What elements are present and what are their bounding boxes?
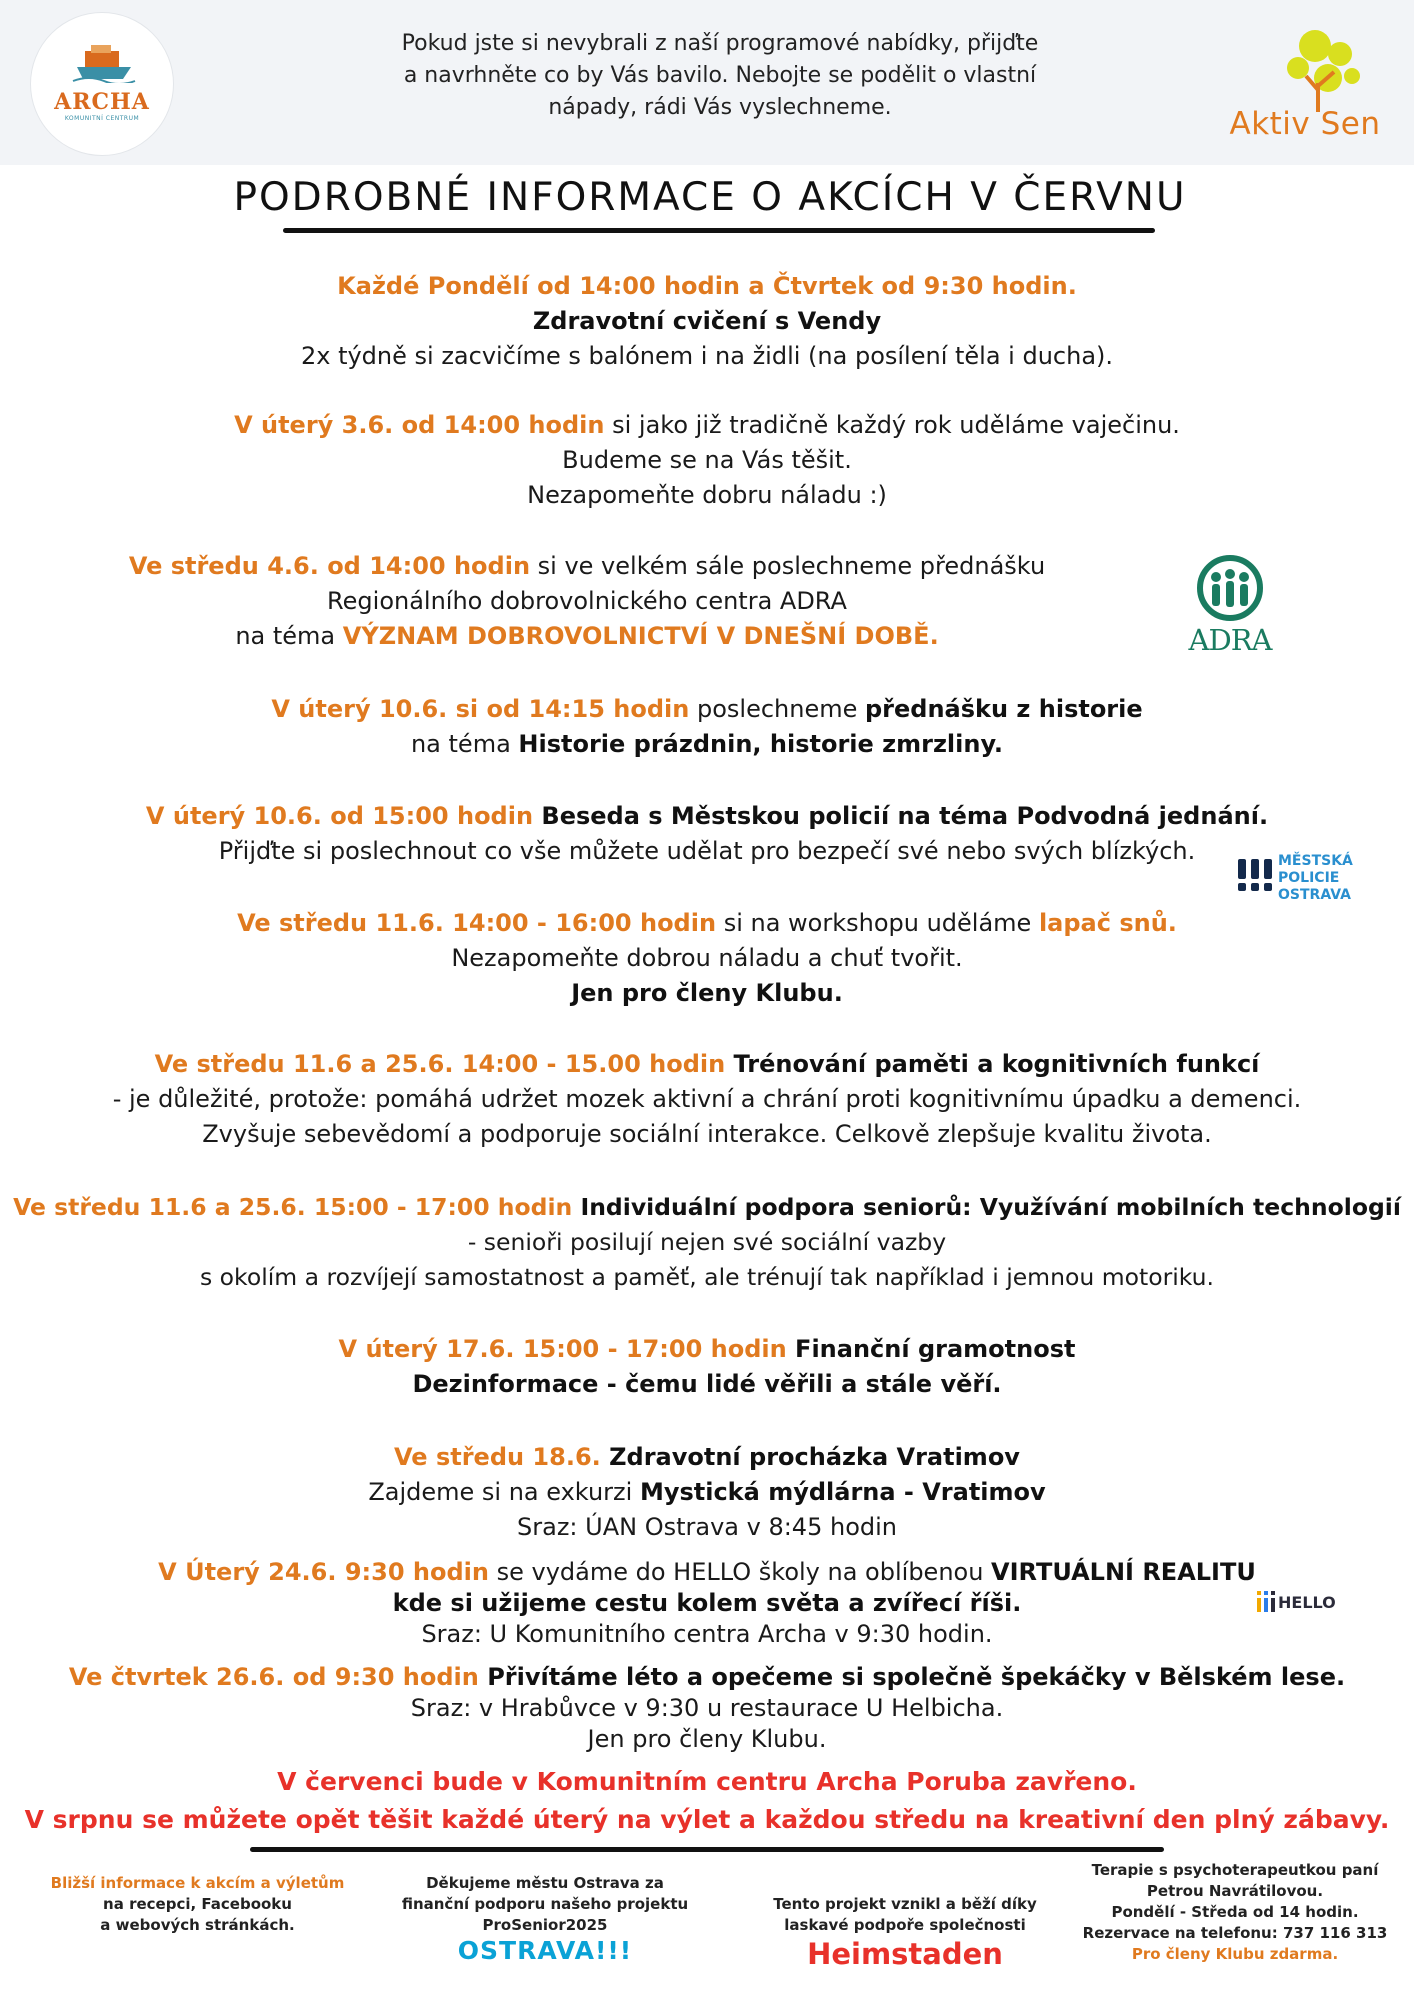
footer-line: finanční podporu našeho projektu xyxy=(401,1895,689,1913)
event-line xyxy=(0,1557,1414,1588)
event-text: Zajdeme si na exkurzi xyxy=(368,1478,640,1506)
archa-logo-subtitle: KOMUNITNÍ CENTRUM xyxy=(64,115,140,122)
archa-logo-name: ARCHA xyxy=(54,89,150,115)
event-title: Zdravotní cvičení s Vendy xyxy=(532,307,882,335)
title-underline xyxy=(283,228,1155,233)
event-highlight: lapač snů. xyxy=(1038,909,1177,937)
footer-line: na recepci, Facebooku xyxy=(103,1895,292,1913)
tree-icon xyxy=(1210,28,1400,113)
event-description: Sraz: v Hrabůvce v 9:30 u restaurace U Helbicha. xyxy=(410,1694,1004,1722)
event-block xyxy=(0,1047,1414,1152)
event-topic: Historie prázdnin, historie zmrzliny. xyxy=(518,730,1004,758)
intro-line: Pokud jste si nevybrali z naší programové nabídky, přijďte xyxy=(401,31,1039,56)
archa-logo xyxy=(30,12,174,156)
event-description: Zvyšuje sebevědomí a podporuje sociální interakce. Celkově zlepšuje kvalitu života. xyxy=(202,1120,1212,1148)
event-line xyxy=(0,727,1414,762)
footer-line: Terapie s psychoterapeutkou paní xyxy=(1091,1861,1379,1879)
event-topic: VÝZNAM DOBROVOLNICTVÍ V DNEŠNÍ DOBĚ. xyxy=(342,622,939,650)
event-block xyxy=(0,1662,1414,1755)
closing-line: V srpnu se můžete opět těšit každé úterý na výlet a každou středu na kreativní den plný zábavy. xyxy=(24,1805,1390,1834)
event-text: na téma xyxy=(410,730,519,758)
event-date: V Úterý 24.6. 9:30 hodin xyxy=(158,1558,489,1586)
event-text: si na workshopu uděláme xyxy=(716,909,1039,937)
event-block xyxy=(0,906,1414,1011)
event-line xyxy=(0,549,1294,584)
footer-info xyxy=(40,1873,355,1936)
footer-therapy xyxy=(1070,1860,1400,1965)
event-date: V úterý 17.6. 15:00 - 17:00 hodin xyxy=(338,1335,787,1363)
event-line xyxy=(0,1475,1414,1510)
event-description: Jen pro členy Klubu. xyxy=(587,1725,827,1753)
footer-line: Děkujeme městu Ostrava za xyxy=(426,1874,664,1892)
footer-line: Pondělí - Středa od 14 hodin. xyxy=(1111,1903,1359,1921)
header-banner xyxy=(0,0,1414,165)
event-date: Ve středu 11.6 a 25.6. 14:00 - 15.00 hodin xyxy=(154,1050,726,1078)
event-line xyxy=(0,1190,1414,1225)
event-line xyxy=(0,799,1414,834)
event-description: s okolím a rozvíjejí samostatnost a paměť, ale trénují tak například i jemnou motoriku. xyxy=(199,1263,1215,1291)
event-description: - senioři posilují nejen své sociální vazby xyxy=(467,1228,947,1256)
event-description: Dezinformace - čemu lidé věřili a stále věří. xyxy=(412,1370,1002,1398)
event-date: Ve středu 11.6 a 25.6. 15:00 - 17:00 hodin xyxy=(13,1193,573,1221)
footer-heimstaden xyxy=(755,1894,1055,1972)
event-text: si ve velkém sále poslechneme přednášku xyxy=(530,552,1046,580)
event-line xyxy=(0,1332,1414,1367)
event-description: 2x týdně si zacvičíme s balónem i na židli (na posílení těla i ducha). xyxy=(300,342,1114,370)
exclamation-marks-icon xyxy=(1236,859,1276,893)
aktivsen-logo-name: Aktiv Sen xyxy=(1229,106,1381,142)
heimstaden-logo: Heimstaden xyxy=(807,1937,1003,1971)
footer-line: Petrou Navrátilovou. xyxy=(1146,1882,1324,1900)
intro-line: nápady, rádi Vás vyslechneme. xyxy=(548,95,892,120)
policie-line: POLICIE xyxy=(1278,870,1340,886)
event-date: V úterý 10.6. si od 14:15 hodin xyxy=(271,695,690,723)
event-title: Individuální podpora seniorů: Využívání mobilních technologií xyxy=(572,1193,1401,1221)
event-line xyxy=(0,906,1414,941)
event-title: Beseda s Městskou policií na téma Podvodná jednání. xyxy=(533,802,1269,830)
event-text: na téma xyxy=(235,622,343,650)
event-date: Každé Pondělí od 14:00 hodin a Čtvrtek od 9:30 hodin. xyxy=(337,272,1077,300)
event-block xyxy=(0,1332,1414,1402)
event-title: Zdravotní procházka Vratimov xyxy=(600,1443,1020,1471)
hello-logo-name: HELLO xyxy=(1278,1593,1336,1612)
closing-notice xyxy=(0,1763,1414,1839)
footer-line: Bližší informace k akcím a výletům xyxy=(50,1874,345,1892)
event-line xyxy=(0,619,1294,654)
intro-line: a navrhněte co by Vás bavilo. Nebojte se podělit o vlastní xyxy=(403,63,1037,88)
event-line xyxy=(0,692,1414,727)
boat-icon xyxy=(71,43,137,83)
event-date: Ve čtvrtek 26.6. od 9:30 hodin xyxy=(68,1663,479,1691)
event-description: Přijďte si poslechnout co vše můžete udělat pro bezpečí své nebo svých blízkých. xyxy=(218,837,1196,865)
event-description: Sraz: U Komunitního centra Archa v 9:30 hodin. xyxy=(421,1620,993,1648)
event-block xyxy=(0,799,1414,869)
footer-line: a webových stránkách. xyxy=(100,1916,295,1934)
event-topic: Mystická mýdlárna - Vratimov xyxy=(639,1478,1046,1506)
hello-bars-icon xyxy=(1256,1591,1276,1613)
footer-line: laskavé podpoře společnosti xyxy=(784,1916,1026,1934)
mestska-policie-logo xyxy=(1236,853,1386,909)
event-title: přednášku z historie xyxy=(864,695,1143,723)
event-date: Ve středu 18.6. xyxy=(394,1443,601,1471)
event-description: kde si užijeme cestu kolem světa a zvířecí říši. xyxy=(392,1589,1022,1617)
aktivsen-logo xyxy=(1210,28,1400,148)
adra-logo xyxy=(1180,555,1280,655)
event-block xyxy=(0,1557,1414,1650)
footer-ostrava xyxy=(395,1873,695,1966)
closing-line: V červenci bude v Komunitním centru Archa Poruba zavřeno. xyxy=(277,1767,1137,1796)
event-line xyxy=(0,1662,1414,1693)
event-note: Jen pro členy Klubu. xyxy=(571,979,843,1007)
event-line xyxy=(0,1440,1414,1475)
ostrava-logo: OSTRAVA!!! xyxy=(457,1936,633,1965)
event-date: V úterý 10.6. od 15:00 hodin xyxy=(145,802,534,830)
event-description: - je důležité, protože: pomáhá udržet mozek aktivní a chrání proti kognitivnímu úpadku a demenci. xyxy=(112,1085,1302,1113)
event-block xyxy=(0,1440,1414,1545)
event-block xyxy=(0,408,1414,513)
event-title: Trénování paměti a kognitivních funkcí xyxy=(725,1050,1260,1078)
footer-line: Pro členy Klubu zdarma. xyxy=(1131,1945,1339,1963)
footer-line: Rezervace na telefonu: 737 116 313 xyxy=(1082,1924,1388,1942)
hello-logo xyxy=(1256,1591,1356,1615)
event-title: Přivítáme léto a opečeme si společně špekáčky v Bělském lese. xyxy=(478,1663,1346,1691)
event-topic: VIRTUÁLNÍ REALITU xyxy=(991,1558,1256,1586)
event-line xyxy=(0,408,1414,443)
footer-divider xyxy=(250,1847,1164,1852)
footer-line: ProSenior2025 xyxy=(482,1916,608,1934)
event-date: V úterý 3.6. od 14:00 hodin xyxy=(234,411,605,439)
event-description: Regionálního dobrovolnického centra ADRA xyxy=(327,587,847,615)
event-description: Budeme se na Vás těšit. xyxy=(562,446,852,474)
event-block xyxy=(0,549,1294,654)
intro-text xyxy=(330,28,1110,124)
page-title: PODROBNÉ INFORMACE O AKCÍCH V ČERVNU xyxy=(233,175,1187,220)
event-description: Nezapomeňte dobrou náladu a chuť tvořit. xyxy=(451,944,963,972)
event-date: Ve středu 4.6. od 14:00 hodin xyxy=(128,552,531,580)
policie-logo-text xyxy=(1278,853,1353,904)
event-title: Finanční gramotnost xyxy=(786,1335,1076,1363)
event-description: Nezapomeňte dobru náladu :) xyxy=(527,481,887,509)
policie-line: OSTRAVA xyxy=(1278,887,1351,903)
footer-line: Tento projekt vznikl a běží díky xyxy=(773,1895,1037,1913)
event-text: si jako již tradičně každý rok uděláme vaječinu. xyxy=(604,411,1180,439)
event-block xyxy=(0,269,1414,374)
event-line xyxy=(0,1047,1414,1082)
event-block xyxy=(0,1190,1414,1295)
event-date: Ve středu 11.6. 14:00 - 16:00 hodin xyxy=(237,909,717,937)
policie-line: MĚSTSKÁ xyxy=(1278,853,1353,869)
adra-people-icon xyxy=(1180,555,1280,621)
event-text: se vydáme do HELLO školy na oblíbenou xyxy=(488,1558,992,1586)
event-block xyxy=(0,692,1414,762)
adra-logo-name: ADRA xyxy=(1188,623,1272,657)
event-text: poslechneme xyxy=(689,695,865,723)
event-description: Sraz: ÚAN Ostrava v 8:45 hodin xyxy=(517,1513,897,1541)
